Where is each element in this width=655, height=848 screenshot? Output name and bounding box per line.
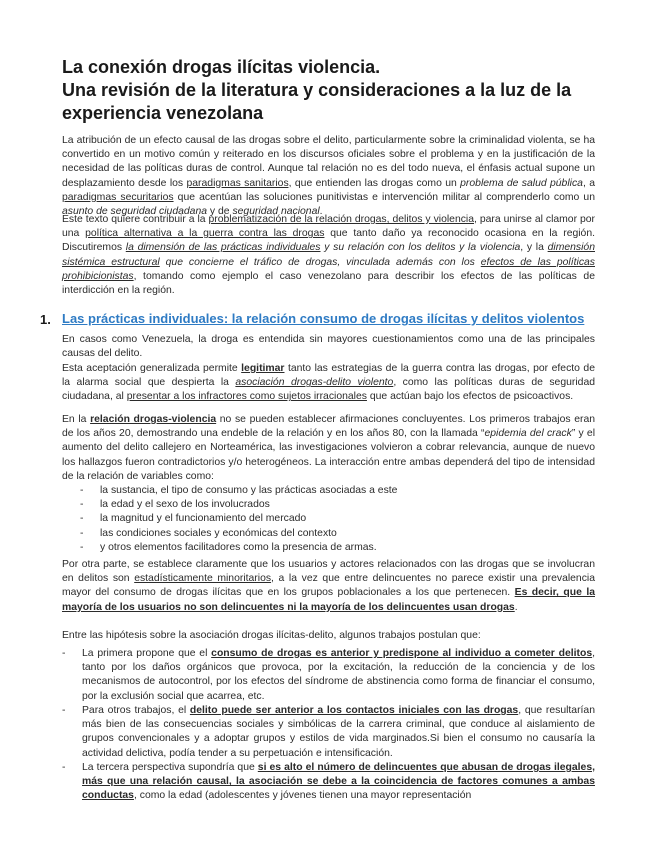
title-line-1: La conexión drogas ilícitas violencia. bbox=[62, 57, 381, 77]
section1-paragraph-3: En la relación drogas-violencia no se pueden establecer afirmaciones concluyentes. Los primeros trabajos eran de los años 20, demostrando una endeble de la relación y en los años 80, con la llamada “epidemia del crack” y el aumento del delito callejero en Norteamérica, las investigaciones volvieron a cobrar relevancia, aunque de nuevo los hallazgos fueron contradictorios y/o heterogéneos. La interacción entre ambas dependerá del tipo de intensidad de la relación de variables como: bbox=[62, 414, 596, 482]
list-item: - la magnitud y el funcionamiento del mercado bbox=[62, 512, 595, 526]
hypothesis-item-3: - La tercera perspectiva supondría que si es alto el número de delincuentes que abusan de drogas ilegales, más que una relación causal, la asociación se debe a la coincidencia de factores comunes a ambas conductas, como la edad (adolescentes y jóvenes tienen una mayor representación bbox=[62, 762, 595, 802]
section1-paragraph-4: Por otra parte, se establece claramente que los usuarios y actores relacionados con las drogas que se involucran en delitos son estadísticamente minoritarios, a la vez que entre delincuentes no parece existir una prevalencia mayor del consumo de drogas ilícitas que en los grupos poblacionales a los que pertenecen. Es decir, que la mayoría de los usuarios no son delincuentes ni la mayoría de los delincuentes usan drogas. bbox=[62, 559, 595, 613]
list-item: - la edad y el sexo de los involucrados bbox=[62, 498, 595, 512]
list-item: - las condiciones sociales y económicas del contexto bbox=[62, 527, 595, 541]
variables-list bbox=[62, 484, 595, 555]
list-item: - la sustancia, el tipo de consumo y las prácticas asociadas a este bbox=[62, 484, 595, 498]
title-line-3: experiencia venezolana bbox=[62, 103, 264, 123]
section1-paragraph-5: Entre las hipótesis sobre la asociación drogas ilícitas-delito, algunos trabajos postulan que: bbox=[62, 630, 481, 641]
hypothesis-item-1: - La primera propone que el consumo de drogas es anterior y predispone al individuo a cometer delitos, tanto por los daños orgánicos que provoca, por la excitación, la reducción de la conciencia y de los mecanismos de autocontrol, por los efectos del síndrome de abstinencia como forma de financiar el consumo, por la exclusión social que acarrea, etc. bbox=[62, 648, 595, 702]
hypothesis-item-2: - Para otros trabajos, el delito puede ser anterior a los contactos iniciales con las drogas, que resultarían más bien de las consecuencias sociales y simbólicas de la carrera criminal, que conduce al aislamiento de grupos convencionales y a adoptar grupos y estilos de vida marginados.Si bien el consumo no causaría la actividad delictiva, podía tender a su perpetuación e intensificación. bbox=[62, 705, 595, 759]
title-line-2: Una revisión de la literatura y consideraciones a la luz de la bbox=[62, 80, 572, 100]
intro-paragraph-1: La atribución de un efecto causal de las drogas sobre el delito, particularmente sobre la criminalidad violenta, se ha convertido en un motivo común y reiterado en los discursos oficiales sobre el problema y en la justificación de la necesidad de las políticas duras de control. Aunque tal relación no es del todo nueva, el énfasis actual supone un desplazamiento desde los paradigmas sanitarios, que entienden las drogas como un problema de salud pública, a paradigmas securitarios que acentúan las soluciones punitivistas e intervención militar al comprenderlo como un asunto de seguridad ciudadana y de seguridad nacional. bbox=[62, 135, 595, 218]
intro-paragraph-2: Este texto quiere contribuir a la problematización de la relación drogas, delitos y violencia, para unirse al clamor por una política alternativa a la guerra contra las drogas que tanto daño ya reconocido ocasiona en la región. Discutiremos la dimensión de las prácticas individuales y su relación con los delitos y la violencia, y la dimensión sistémica estructural que concierne el tráfico de drogas, vinculada además con los efectos de las políticas prohibicionistas, tomando como ejemplo el caso venezolano para describir los efectos de las políticas de interdicción en la región. bbox=[62, 214, 596, 297]
section-heading-link[interactable]: Las prácticas individuales: la relación consumo de drogas ilícitas y delitos violentos bbox=[62, 311, 585, 326]
section1-paragraph-2: Esta aceptación generalizada permite legitimar tanto las estrategias de la guerra contra las drogas, por efecto de la alarma social que despierta la asociación drogas-delito violento, como las políticas duras de seguridad ciudadana, al presentar a los infractores como sujetos irracionales que actúan bajo los efectos de psicoactivos. bbox=[62, 363, 595, 403]
section1-paragraph-1: En casos como Venezuela, la droga es entendida sin mayores cuestionamientos como una de las principales causas del delito. bbox=[62, 334, 595, 360]
section-number: 1. bbox=[40, 312, 51, 327]
list-item: - y otros elementos facilitadores como la presencia de armas. bbox=[62, 541, 595, 555]
document-title bbox=[62, 56, 622, 125]
